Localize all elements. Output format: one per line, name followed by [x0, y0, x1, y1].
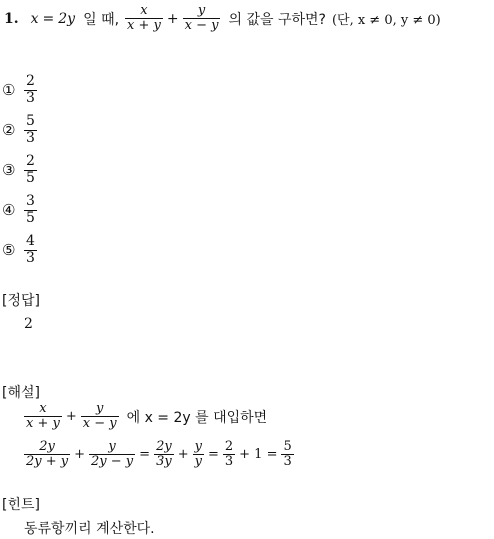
choice-mark: ① — [2, 81, 16, 99]
choice-5[interactable] — [2, 230, 37, 270]
solution-fraction — [24, 402, 62, 432]
solution-fraction — [24, 440, 70, 470]
equals-sign: = — [207, 447, 219, 463]
denominator: y — [194, 454, 202, 470]
choices-list — [2, 70, 37, 270]
denominator: 3 — [224, 454, 234, 470]
denominator: 3 — [283, 454, 292, 470]
choice-fraction — [24, 194, 37, 226]
solution-fraction — [281, 440, 293, 470]
plus-sign: + — [177, 447, 189, 463]
numerator: x — [39, 401, 47, 416]
numerator: y — [108, 439, 116, 454]
denominator: 2y − y — [91, 454, 134, 470]
question-fraction-1 — [125, 4, 163, 34]
numerator: y — [95, 401, 104, 416]
numerator: 5 — [283, 439, 292, 454]
choice-4[interactable] — [2, 190, 37, 230]
question-number: 1. — [4, 10, 19, 27]
question-text-ask: 의 값을 구하면? — [228, 11, 326, 28]
choice-fraction — [24, 154, 37, 186]
solution-line-2 — [24, 440, 294, 470]
equals-sign: = — [139, 447, 151, 463]
plus-sign: + — [166, 10, 179, 27]
denominator: x + y — [26, 416, 60, 432]
choice-fraction — [24, 234, 37, 266]
denominator: 5 — [26, 169, 35, 186]
solution-text: 에 x = 2y 를 대입하면 — [126, 409, 268, 426]
plus-sign: + — [74, 447, 86, 463]
condition-lhs: x — [30, 10, 39, 27]
numerator: 3 — [26, 193, 35, 210]
choice-mark: ③ — [2, 161, 16, 179]
answer-label: [정답] — [2, 293, 40, 309]
plus-sign: + — [65, 409, 77, 425]
solution-fraction — [193, 440, 204, 470]
choice-mark: ④ — [2, 201, 16, 219]
numerator: y — [194, 439, 202, 454]
numerator: 2 — [224, 439, 234, 454]
solution-fraction — [89, 440, 135, 470]
hint-text: 동류항끼리 계산한다. — [24, 521, 155, 537]
numerator: 2 — [26, 73, 35, 90]
hint-label: [힌트] — [2, 497, 40, 513]
solution-fraction — [223, 440, 235, 470]
question-line — [4, 4, 441, 34]
equals-sign: = — [42, 10, 55, 27]
numerator: 5 — [26, 113, 35, 130]
denominator: 3 — [26, 249, 35, 266]
solution-line-1 — [24, 402, 267, 432]
choice-fraction — [24, 74, 37, 106]
answer-value: 2 — [24, 316, 33, 332]
denominator: x + y — [127, 18, 161, 34]
denominator: x − y — [82, 416, 117, 432]
numerator: x — [140, 3, 148, 18]
choice-mark: ⑤ — [2, 241, 16, 259]
choice-2[interactable] — [2, 110, 37, 150]
condition-rhs: 2y — [58, 10, 76, 27]
denominator: 3 — [26, 89, 35, 106]
solution-fraction — [81, 402, 119, 432]
choice-fraction — [24, 114, 37, 146]
denominator: x − y — [184, 18, 219, 34]
question-text-when: 일 때, — [83, 11, 120, 28]
plus-one-text: + 1 = — [239, 447, 278, 463]
numerator: 4 — [26, 233, 35, 250]
denominator: 5 — [26, 209, 35, 226]
numerator: 2y — [156, 439, 172, 454]
question-condition: (단, x ≠ 0, y ≠ 0) — [331, 13, 441, 29]
question-fraction-2 — [183, 4, 221, 34]
solution-fraction — [154, 440, 174, 470]
numerator: 2 — [26, 153, 35, 170]
numerator: y — [197, 3, 206, 18]
denominator: 2y + y — [26, 454, 69, 470]
denominator: 3 — [26, 129, 35, 146]
denominator: 3y — [156, 454, 172, 470]
choice-3[interactable] — [2, 150, 37, 190]
numerator: 2y — [39, 439, 55, 454]
choice-1[interactable] — [2, 70, 37, 110]
choice-mark: ② — [2, 121, 16, 139]
solution-label: [해설] — [2, 385, 40, 401]
